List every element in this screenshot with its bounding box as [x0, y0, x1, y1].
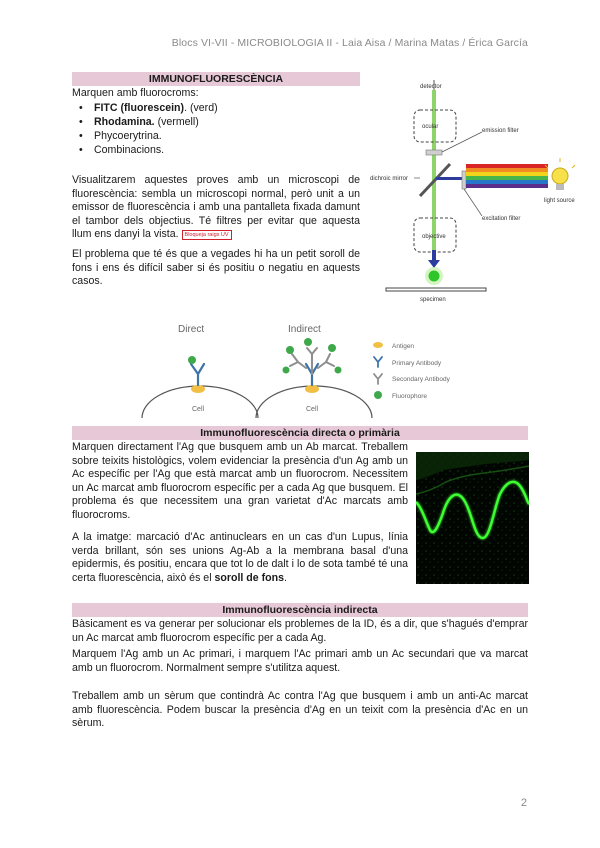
- fluorophore-icon: [328, 344, 336, 352]
- indirect-if-paragraph-1: Bàsicament es va generar per solucionar els problemes de la ID, és a dir, que s'hagués d'emprar un Ac marcat amb fluorocrom específic per a cada Ag.: [72, 618, 528, 644]
- label-dichroic-mirror: dichroic mirror: [370, 176, 409, 182]
- legend-primary-icon: [374, 357, 382, 367]
- section-title-indirect-immunofluorescence: Immunofluorescència indirecta: [72, 603, 528, 617]
- secondary-antibody-icon: [318, 354, 334, 368]
- label-ocular: ocular: [422, 124, 439, 130]
- label-specimen: specimen: [420, 297, 446, 303]
- antigen-icon: [305, 385, 319, 393]
- direct-indirect-antibody-diagram: [140, 318, 520, 418]
- lupus-image-paragraph: A la imatge: marcació d'Ac antinuclears en un cas d'un Lupus, línia verda brillant, són ses unions Ag-Ab a la membrana basal d'una epidermis, és positiu, encara que tot lo de dalt i lo de sota també té una certa fluorescència, això és el soroll de fons.: [72, 531, 408, 584]
- label-emission-filter: emission filter: [482, 128, 519, 134]
- list-item: • Combinacions.: [74, 143, 364, 157]
- legend-secondary-antibody: Secondary Antibody: [392, 376, 450, 383]
- fluorophore-icon: [335, 367, 342, 374]
- section-title-immunofluorescence: IMMUNOFLUORESCÈNCIA: [72, 72, 360, 86]
- excitation-filter: [462, 171, 466, 189]
- antigen-icon: [191, 385, 205, 393]
- legend-antigen: Antigen: [392, 343, 415, 350]
- legend-secondary-icon: [374, 374, 382, 384]
- lupus-fluorescence-micrograph: [416, 452, 529, 584]
- uv-block-note: Bloqueja raigs UV: [182, 230, 232, 240]
- fluorophore-icon: [304, 338, 312, 346]
- noise-paragraph: El problema que té és que a vegades hi ha un petit soroll de fons i ens és difícil saber si és positiu o negatiu en aquests casos.: [72, 248, 360, 288]
- label-detector: detector: [420, 84, 442, 90]
- fluorophore-icon: [286, 346, 294, 354]
- fluorescence-glow: [429, 271, 440, 282]
- fluorophore-icon: [188, 356, 196, 364]
- fluorescence-microscope-diagram: [364, 78, 578, 308]
- label-objective: objective: [422, 234, 446, 240]
- running-header: Blocs VI-VII - MICROBIOLOGIA II - Laia Aisa / Marina Matas / Érica García: [171, 37, 528, 49]
- fluorochrome-list: [74, 101, 364, 157]
- legend-fluorophore: Fluorophore: [392, 393, 428, 400]
- label-excitation-filter: excitation filter: [482, 216, 521, 222]
- label-light-source: light source: [544, 198, 575, 204]
- primary-antibody-icon: [191, 364, 204, 385]
- secondary-antibody-icon: [290, 354, 306, 368]
- specimen-slide: [386, 288, 486, 291]
- section-title-direct-immunofluorescence: Immunofluorescència directa o primària: [72, 426, 528, 440]
- list-item: • Rhodamina. (vermell): [74, 115, 364, 129]
- list-item: • Phycoerytrina.: [74, 129, 364, 143]
- microscope-paragraph: Visualitzarem aquestes proves amb un microscopi de fluorescència: sembla un microscopi normal, però unit a un emissor de fluorescència i amb una pantalleta fixada damunt el tambor dels objectius. Té filtres per evitar que aquesta llum ens danyi la vista. Bloqueja raigs UV: [72, 174, 360, 241]
- label-cell-indirect: Cell: [306, 406, 319, 413]
- label-indirect: Indirect: [288, 324, 321, 335]
- page-number: 2: [520, 797, 527, 809]
- direct-if-paragraph: Marquen directament l'Ag que busquem amb un Ab marcat. Treballem sobre teixits histològics, volem evidenciar la presència d'un Ag amb un Ac específic per l'Ag que està marcat amb un fluorocrom. Necessitem un Ac marcat amb fluorocrom específic per a cada Ag que busquem. El problema és que necessitem una gran varietat d'Ac marcats amb fluorocroms.: [72, 441, 408, 521]
- fluorophore-icon: [283, 367, 290, 374]
- legend-fluorophore-icon: [374, 391, 382, 399]
- indirect-if-paragraph-3: Treballem amb un sèrum que contindrà Ac contra l'Ag que busquem i amb un anti-Ac marcat amb fluorescència. Podem buscar la presència d'Ag en un teixit com la presència d'Ac en un sèrum.: [72, 690, 528, 730]
- emission-filter: [426, 150, 442, 155]
- legend-primary-antibody: Primary Antibody: [392, 360, 442, 367]
- fluorochrome-intro: Marquen amb fluorocroms:: [72, 87, 199, 99]
- down-arrow-icon: [428, 260, 440, 268]
- legend-antigen-icon: [373, 342, 383, 348]
- light-bulb-icon: [552, 168, 568, 184]
- label-direct: Direct: [178, 324, 205, 335]
- label-cell-direct: Cell: [192, 406, 205, 413]
- list-item: • FITC (fluorescein). (verd): [74, 101, 364, 115]
- indirect-if-paragraph-2: Marquem l'Ag amb un Ac primari, i marquem l'Ac primari amb un Ac secundari que va marcat amb un fluorocrom. Normalment sempre s'utilitza aquest.: [72, 648, 528, 674]
- green-light-path: [432, 90, 436, 250]
